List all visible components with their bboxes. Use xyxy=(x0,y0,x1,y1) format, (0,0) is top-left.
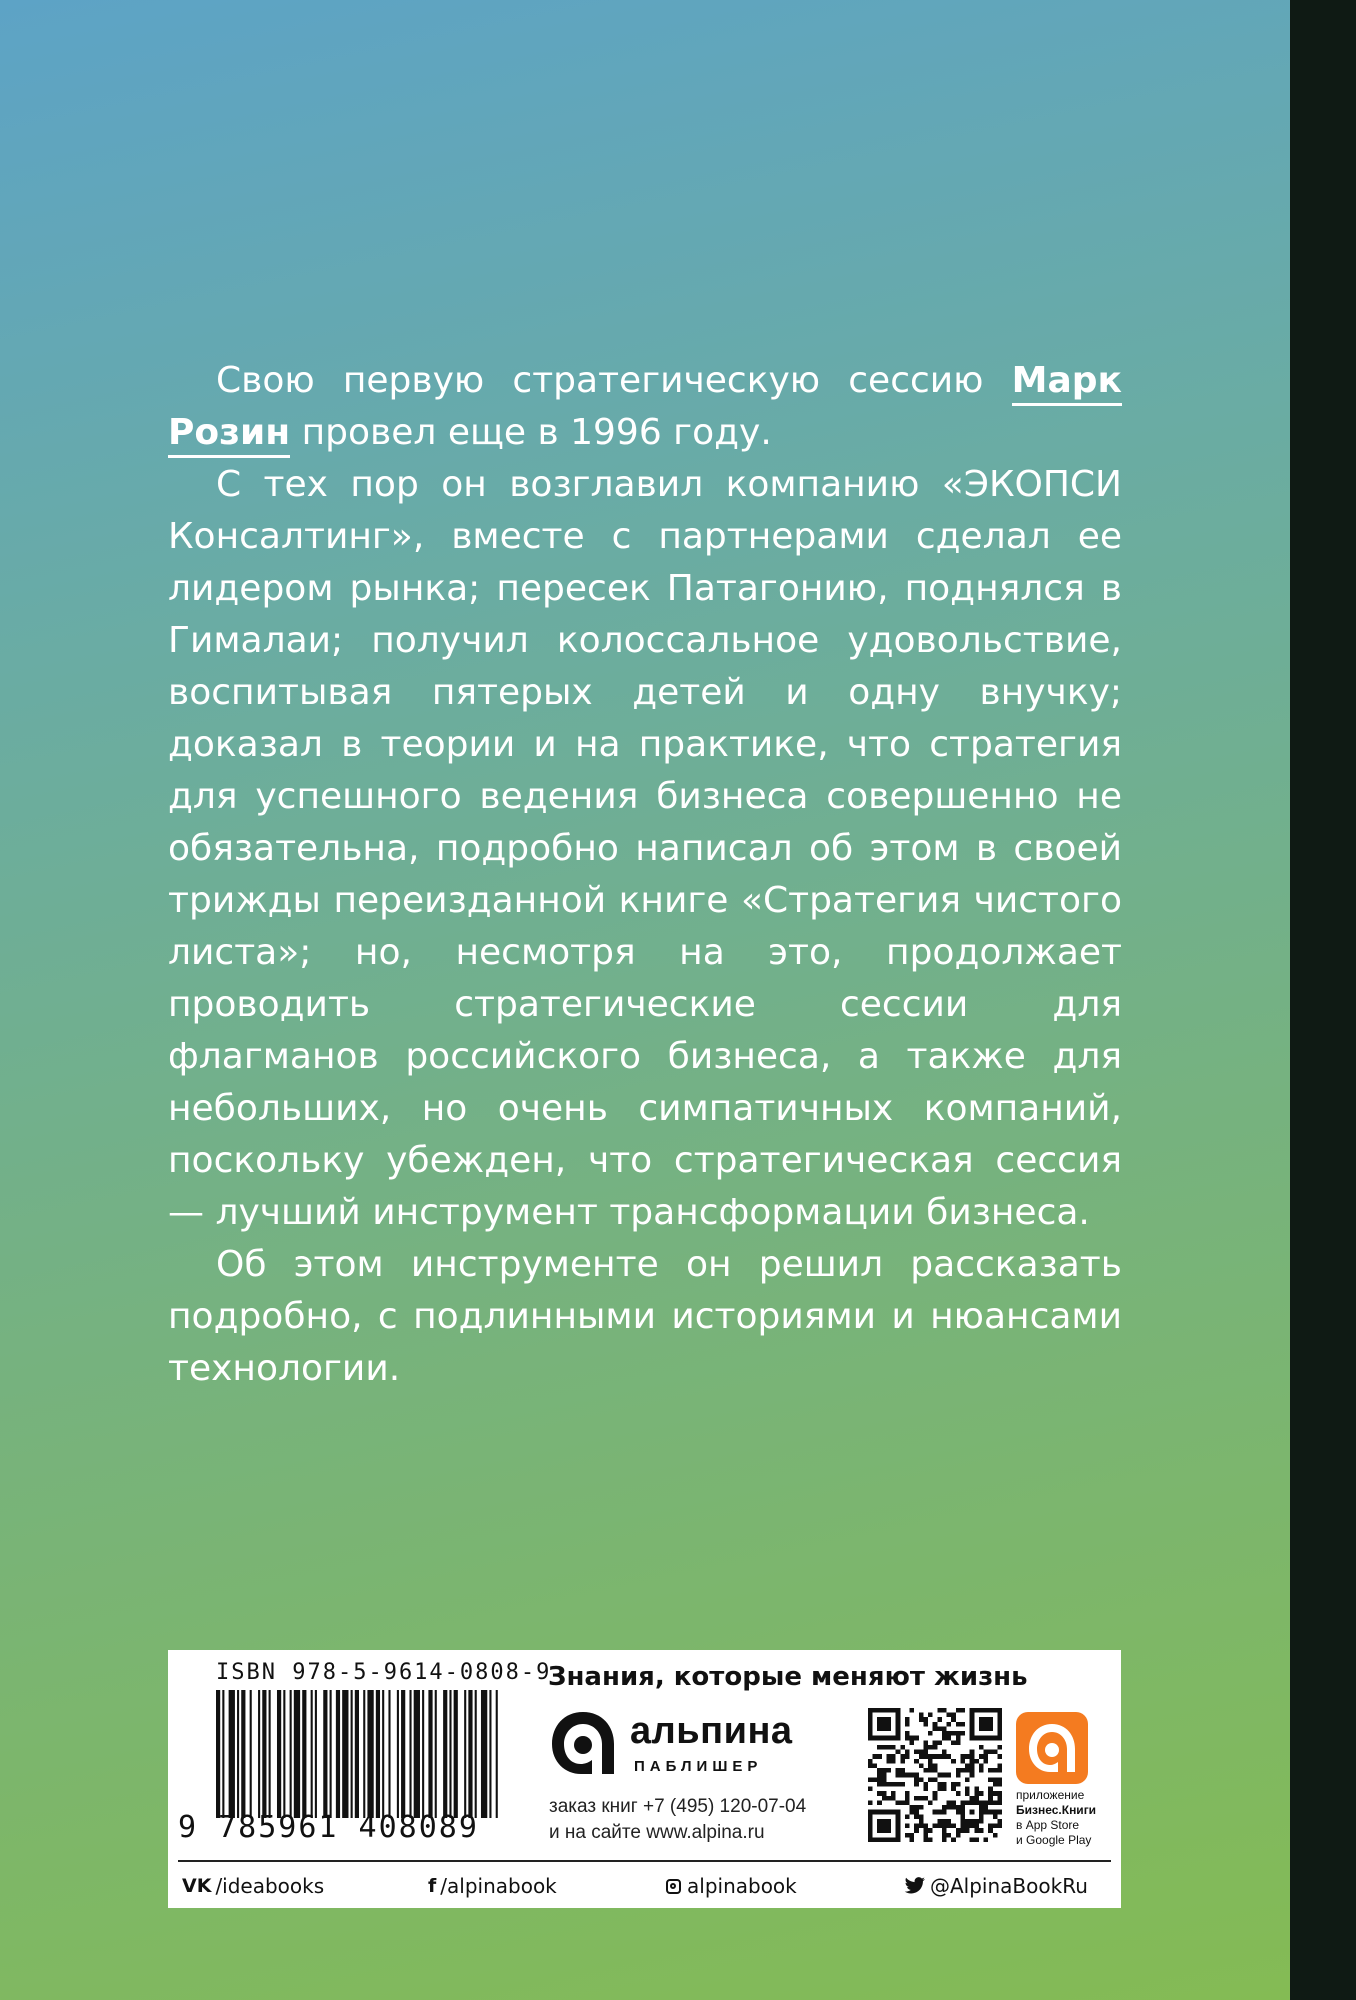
instagram-icon xyxy=(666,1879,681,1894)
barcode-panel xyxy=(168,1650,1121,1908)
publisher-slogan: Знания, которые меняют жизнь xyxy=(548,1662,1028,1692)
business-books-app-icon xyxy=(1016,1712,1088,1784)
vk-icon: VK xyxy=(182,1875,212,1897)
app-caption-line1: приложение xyxy=(1016,1788,1085,1802)
app-caption-line3: в App Store xyxy=(1016,1818,1080,1832)
barcode-digits: 9 785961 408089 xyxy=(178,1810,479,1845)
isbn-label: ISBN 978-5-9614-0808-9 xyxy=(216,1660,552,1685)
social-instagram: alpinabook xyxy=(666,1874,797,1898)
panel-divider xyxy=(178,1860,1111,1862)
barcode-image xyxy=(216,1690,502,1818)
alpina-logo-icon xyxy=(548,1708,618,1778)
order-website: и на сайте www.alpina.ru xyxy=(549,1822,765,1843)
social-twitter: @AlpinaBookRu xyxy=(904,1874,1088,1898)
twitter-icon xyxy=(904,1877,926,1895)
publisher-subtitle: ПАБЛИШЕР xyxy=(634,1758,763,1775)
order-phone: заказ книг +7 (495) 120-07-04 xyxy=(549,1796,807,1817)
facebook-icon: f xyxy=(428,1875,437,1897)
social-vk: VK /ideabooks xyxy=(182,1874,325,1898)
social-facebook: f /alpinabook xyxy=(428,1874,557,1898)
paragraph-3: Об этом инструменте он решил рассказать подробно, с подлинными историями и нюансами технологии. xyxy=(168,1244,1122,1389)
paragraph-1: Свою первую стратегическую сессию Марк Розин провел еще в 1996 году. xyxy=(168,355,1122,459)
app-caption-line4: и Google Play xyxy=(1016,1833,1092,1847)
app-caption-line2: Бизнес.Книги xyxy=(1016,1803,1097,1817)
author-name: Марк Розин xyxy=(168,360,1122,458)
paragraph-2: С тех пор он возглавил компанию «ЭКОПСИ Консалтинг», вместе с партнерами сделал ее лидером рынка; пересек Патагонию, поднялся в Гималаи; получил колоссальное удовольствие, воспитывая пятерых детей и одну внучку; доказал в теории и на практике, что стратегия для успешного ведения бизнеса совершенно не обязательна, подробно написал об этом в своей трижды переизданной книге «Стратегия чистого листа»; но, несмотря на это, продолжает проводить стратегические сессии для флагманов российского бизнеса, а также для небольших, но очень симпатичных компаний, поскольку убежден, что стратегическая сессия — лучший инструмент трансформации бизнеса. xyxy=(168,464,1122,1233)
book-spine-edge xyxy=(1290,0,1356,2000)
publisher-name: альпина xyxy=(630,1710,793,1752)
qr-code-icon xyxy=(868,1708,1002,1842)
annotation-text xyxy=(168,355,1122,1395)
